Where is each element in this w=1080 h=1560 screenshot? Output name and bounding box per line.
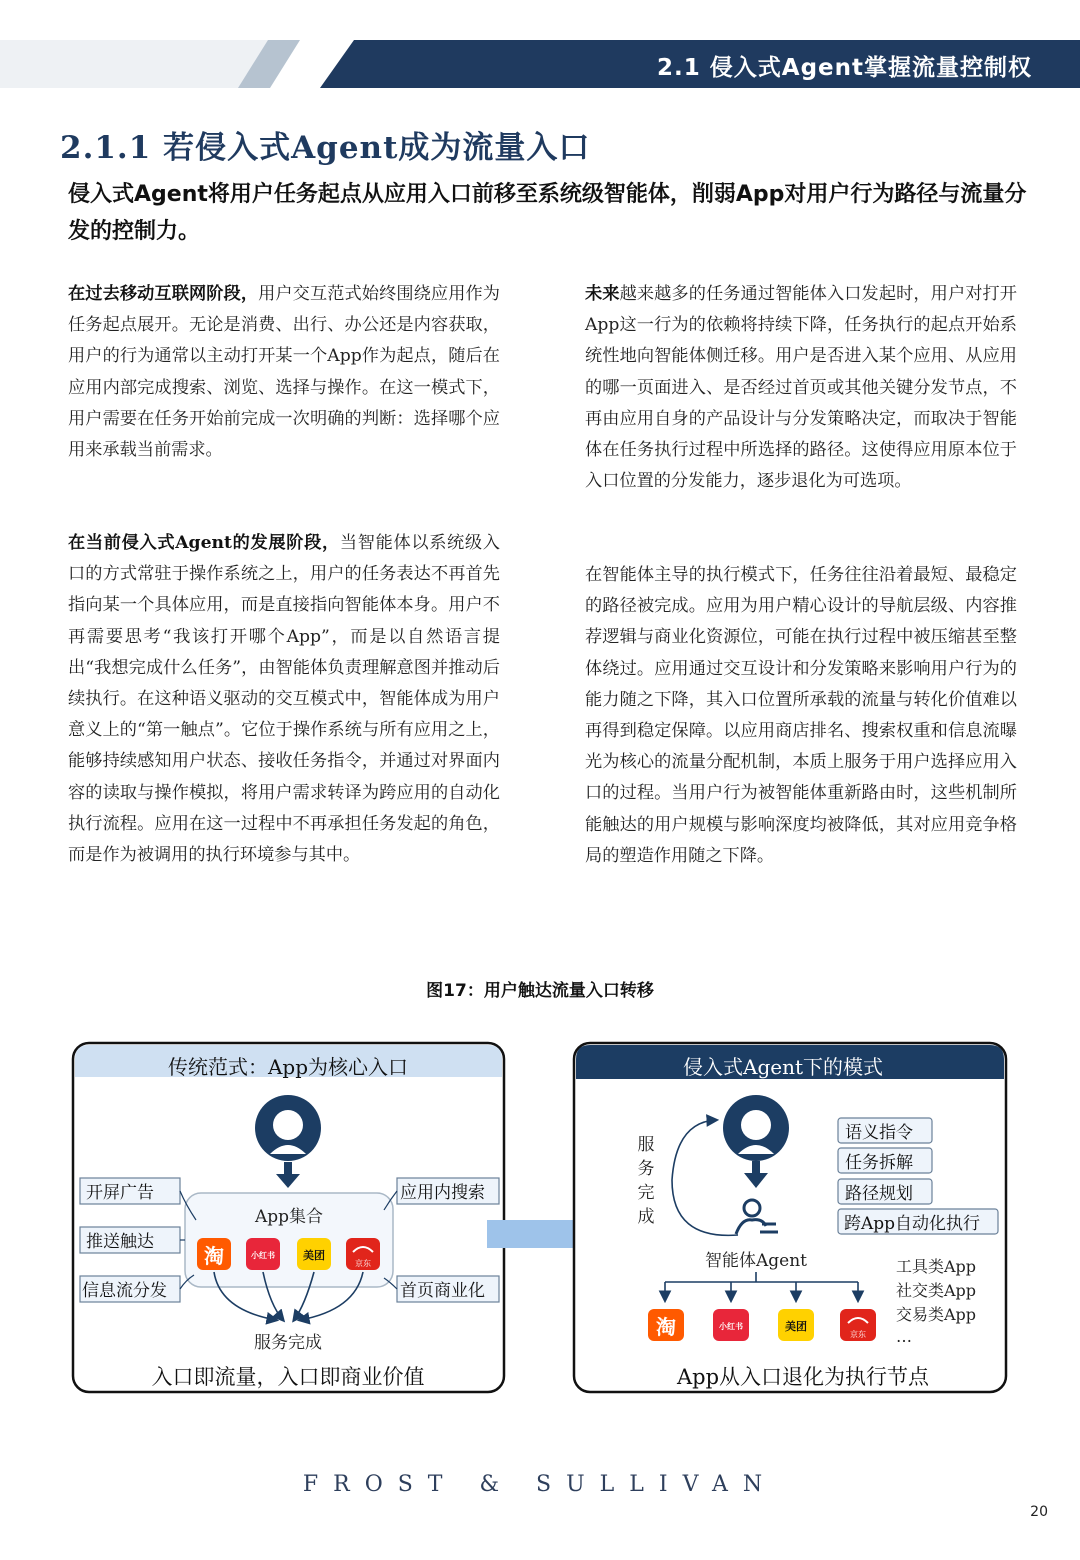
left-p2-text: 当智能体以系统级入口的方式常驻于操作系统之上，用户的任务表达不再首先指向某一个具体应用，而是直接指向智能体本身。用户不再需要思考“我该打开哪个App”，而是以自然语言提出“我想完成什么任务”，由智能体负责理解意图并推动后续执行。在这种语义驱动的交互模式中，智能体成为用户意义上的“第一触点”。它位于操作系统与所有应用之上，能够持续感知用户状态、接收任务指令，并通过对界面内容的读取与操作模拟，将用户需求转译为跨应用的自动化执行流程。应用在这一过程中不再承担任务发起的角色，而是作为被调用的执行环境参与其中。: [68, 533, 500, 866]
meituan-icon: [297, 1238, 331, 1270]
left-panel-footer: 入口即流量，入口即商业价值: [151, 1365, 425, 1389]
left-paragraph-2: [68, 528, 500, 871]
right-panel-footer: App从入口退化为执行节点: [676, 1365, 930, 1389]
right-p1-bold: 未来: [585, 284, 620, 304]
xiaohongshu-icon: [713, 1309, 749, 1341]
tag-homepage-monetization-label: 首页商业化: [400, 1281, 485, 1301]
svg-text:京东: 京东: [355, 1259, 371, 1268]
left-panel-title: 传统范式：App为核心入口: [167, 1055, 409, 1079]
svg-text:淘: 淘: [656, 1315, 676, 1339]
tag-path-label: 路径规划: [845, 1184, 913, 1204]
right-paragraph-2: 在智能体主导的执行模式下，任务往往沿着最短、最稳定的路径被完成。应用为用户精心设计的导航层级、内容推荐逻辑与商业化资源位，可能在执行过程中被压缩甚至整体绕过。应用通过交互设计和分发策略来影响用户行为的能力随之下降，其入口位置所承载的流量与转化价值难以再得到稳定保障。以应用商店排名、搜索权重和信息流曝光为核心的流量分配机制，本质上服务于用户选择应用入口的过程。当用户行为被智能体重新路由时，这些机制所能触达的用户规模与影响深度均被降低，其对应用竞争格局的塑造作用随之下降。: [585, 565, 1017, 866]
svg-text:小红书: 小红书: [719, 1321, 743, 1331]
user-icon: [723, 1095, 789, 1161]
right-p1-text: 越来越多的任务通过智能体入口发起时，用户对打开App这一行为的依赖将持续下降，任务执行的起点开始系统性地向智能体侧迁移。用户是否进入某个应用、从应用的哪一页面进入、是否经过首页或其他关键分发节点，不再由应用自身的产品设计与分发策略决定，而取决于智能体在任务执行过程中所选择的路径。这使得应用原本位于入口位置的分发能力，逐步退化为可选项。: [585, 284, 1017, 492]
down-arrow-shaft: [284, 1162, 292, 1176]
tag-in-app-search-label: 应用内搜索: [400, 1183, 485, 1203]
section-title: 2.1.1 若侵入式Agent成为流量入口: [60, 130, 591, 166]
agent-label: 智能体Agent: [705, 1251, 807, 1271]
user-icon: [255, 1095, 321, 1161]
frost-sullivan-logo: FROST & SULLIVAN: [302, 1472, 778, 1497]
svg-text:小红书: 小红书: [251, 1250, 275, 1260]
right-paragraph-1: [585, 279, 1017, 497]
tag-cross-app-label: 跨App自动化执行: [844, 1214, 981, 1234]
svg-text:京东: 京东: [850, 1330, 866, 1339]
tag-semantic-label: 语义指令: [845, 1123, 913, 1143]
left-p1-text: 用户交互范式始终围绕应用作为任务起点展开。无论是消费、出行、办公还是内容获取，用户的行为通常以主动打开某一个App作为起点，随后在应用内部完成搜索、浏览、选择与操作。在这一模式下，用户需要在任务开始前完成一次明确的判断：选择哪个应用来承载当前需求。: [68, 284, 500, 461]
tag-splash-ad-label: 开屏广告: [86, 1183, 154, 1203]
lead-paragraph: 侵入式Agent将用户任务起点从应用入口前移至系统级智能体，削弱App对用户行为路径与流量分发的控制力。: [68, 182, 1027, 244]
category-trade: 交易类App: [896, 1305, 977, 1324]
jd-icon: [346, 1238, 380, 1270]
category-more: …: [896, 1327, 912, 1346]
category-social: 社交类App: [896, 1281, 977, 1300]
tag-feed-label: 信息流分发: [82, 1281, 167, 1301]
tag-push-label: 推送触达: [86, 1232, 154, 1252]
side-label: 服务完成: [637, 1135, 655, 1227]
service-complete-label: 服务完成: [254, 1333, 322, 1353]
left-column-2: [68, 528, 500, 871]
svg-text:美团: 美团: [785, 1320, 807, 1333]
figure-caption: 图17：用户触达流量入口转移: [426, 981, 654, 1001]
taobao-icon: [197, 1238, 231, 1270]
right-column-2: [585, 560, 1017, 872]
page-number: 20: [1030, 1504, 1048, 1520]
taobao-icon: [648, 1309, 684, 1341]
jd-icon: [840, 1309, 876, 1341]
left-column: [68, 279, 500, 466]
right-panel-title: 侵入式Agent下的模式: [683, 1055, 883, 1079]
app-hub-label: App集合: [254, 1207, 324, 1227]
figure: [0, 1030, 1080, 1410]
category-tool: 工具类App: [896, 1257, 977, 1276]
left-p1-bold: 在过去移动互联网阶段，: [68, 284, 259, 304]
svg-text:美团: 美团: [303, 1249, 325, 1262]
right-column: [585, 279, 1017, 497]
svg-text:淘: 淘: [204, 1244, 224, 1268]
meituan-icon: [778, 1309, 814, 1341]
left-p2-bold: 在当前侵入式Agent的发展阶段，: [68, 533, 340, 553]
left-paragraph-1: [68, 279, 500, 466]
tag-decompose-label: 任务拆解: [845, 1153, 913, 1173]
header-title: 2.1 侵入式Agent掌握流量控制权: [657, 55, 1032, 81]
xiaohongshu-icon: [246, 1238, 280, 1270]
